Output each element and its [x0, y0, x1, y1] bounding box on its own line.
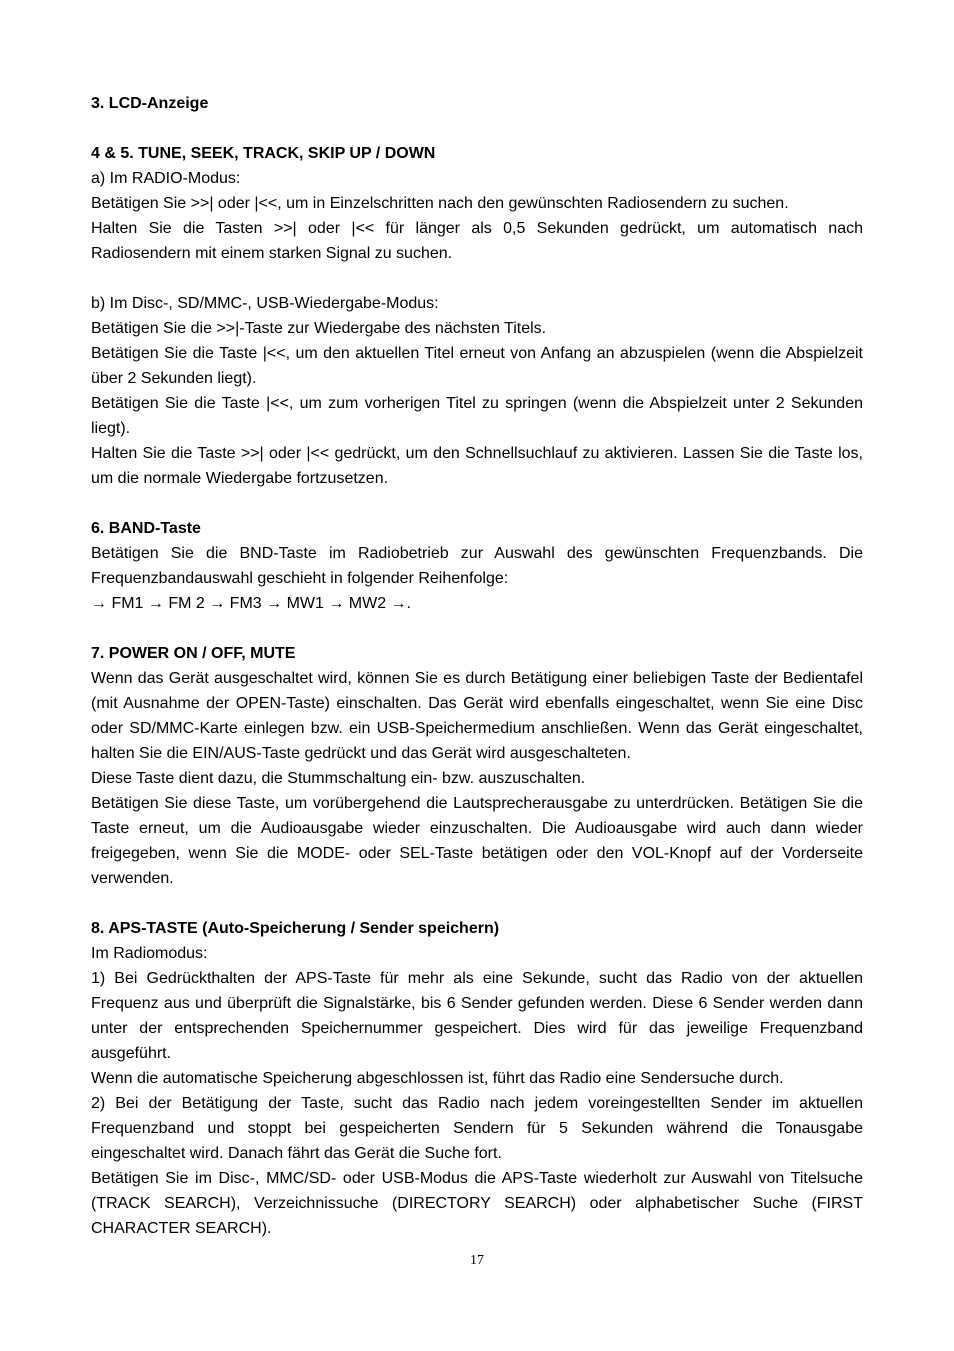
paragraph: 1) Bei Gedrückthalten der APS-Taste für mehr als eine Sekunde, sucht das Radio von der aktuellen Frequenz aus und überprüft die Signalstärke, bis 6 Sender gefunden werden. Diese 6 Sender werden dann unter der entsprechenden Speichernummer gespeichert. Dies wird für das jeweilige Frequenzband ausgeführt.: [91, 970, 863, 1062]
paragraph-gap: [91, 891, 863, 916]
paragraph: b) Im Disc-, SD/MMC-, USB-Wiedergabe-Modus:: [91, 295, 439, 312]
document-page: [91, 91, 863, 1241]
paragraph: 2) Bei der Betätigung der Taste, sucht das Radio nach jedem voreingestellten Sender im aktuellen Frequenzband und stoppt bei gespeicherten Sendern für 5 Sekunden während die Tonausgabe eingeschaltet wird. Danach fährt das Gerät die Suche fort.: [91, 1095, 863, 1162]
section-heading-band: 6. BAND-Taste: [91, 520, 201, 537]
section-heading-lcd: 3. LCD-Anzeige: [91, 95, 209, 112]
paragraph: Im Radiomodus:: [91, 945, 208, 962]
paragraph: Diese Taste dient dazu, die Stummschaltung ein- bzw. auszuschalten.: [91, 770, 586, 787]
paragraph: Betätigen Sie die BND-Taste im Radiobetrieb zur Auswahl des gewünschten Frequenzbands. Die Frequenzbandauswahl geschieht in folgender Reihenfolge:: [91, 545, 863, 587]
paragraph: a) Im RADIO-Modus:: [91, 170, 241, 187]
section-heading-aps: 8. APS-TASTE (Auto-Speicherung / Sender speichern): [91, 920, 500, 937]
paragraph: Halten Sie die Tasten >>| oder |<< für länger als 0,5 Sekunden gedrückt, um automatisch nach Radiosendern mit einem starken Signal zu suchen.: [91, 220, 863, 262]
paragraph: Betätigen Sie die Taste |<<, um den aktuellen Titel erneut von Anfang an abzuspielen (wenn die Abspielzeit über 2 Sekunden liegt).: [91, 345, 863, 387]
paragraph: Betätigen Sie die Taste |<<, um zum vorherigen Titel zu springen (wenn die Abspielzeit unter 2 Sekunden liegt).: [91, 395, 863, 437]
paragraph: Betätigen Sie im Disc-, MMC/SD- oder USB-Modus die APS-Taste wiederholt zur Auswahl von Titelsuche (TRACK SEARCH), Verzeichnissuche (DIRECTORY SEARCH) oder alphabetischer Suche (FIRST CHARACTER SEARCH).: [91, 1170, 863, 1237]
paragraph-gap: [91, 491, 863, 516]
paragraph: Betätigen Sie diese Taste, um vorübergehend die Lautsprecherausgabe zu unterdrücken. Betätigen Sie die Taste erneut, um die Audioausgabe wieder einzuschalten. Die Audioausgabe wird auch dann wieder freigegeben, wenn Sie die MODE- oder SEL-Taste betätigen oder den VOL-Knopf auf der Vorderseite verwenden.: [91, 795, 863, 887]
paragraph: Wenn die automatische Speicherung abgeschlossen ist, führt das Radio eine Sendersuche durch.: [91, 1070, 784, 1087]
section-heading-tune-seek: 4 & 5. TUNE, SEEK, TRACK, SKIP UP / DOWN: [91, 145, 436, 162]
paragraph-gap: [91, 116, 863, 141]
paragraph-gap: [91, 616, 863, 641]
paragraph: → FM1 → FM 2 → FM3 → MW1 → MW2 →.: [91, 595, 411, 612]
paragraph: Halten Sie die Taste >>| oder |<< gedrückt, um den Schnellsuchlauf zu aktivieren. Lassen Sie die Taste los, um die normale Wiedergabe fortzusetzen.: [91, 445, 863, 487]
paragraph: Betätigen Sie die >>|-Taste zur Wiedergabe des nächsten Titels.: [91, 320, 547, 337]
paragraph-gap: [91, 266, 863, 291]
section-heading-power-mute: 7. POWER ON / OFF, MUTE: [91, 645, 296, 662]
page-number: 17: [470, 1253, 484, 1268]
paragraph: Betätigen Sie >>| oder |<<, um in Einzelschritten nach den gewünschten Radiosendern zu suchen.: [91, 195, 789, 212]
paragraph: Wenn das Gerät ausgeschaltet wird, können Sie es durch Betätigung einer beliebigen Taste der Bedientafel (mit Ausnahme der OPEN-Taste) einschalten. Das Gerät wird ebenfalls eingeschaltet, wenn Sie eine Disc oder SD/MMC-Karte einlegen bzw. ein USB-Speichermedium anschließen. Wenn das Gerät eingeschaltet, halten Sie die EIN/AUS-Taste gedrückt und das Gerät wird ausgeschalteten.: [91, 670, 863, 762]
